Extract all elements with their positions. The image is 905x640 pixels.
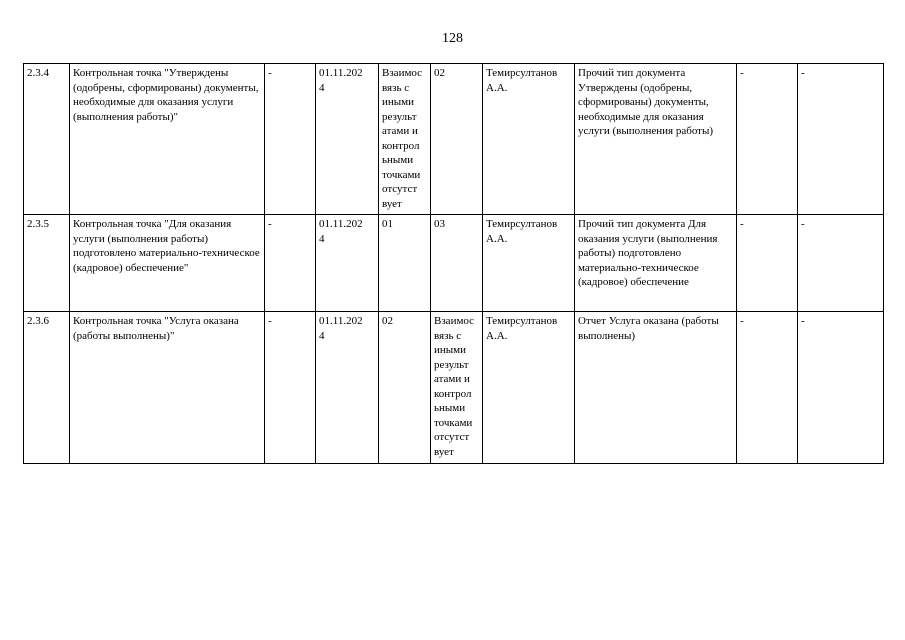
row-number: 2.3.6: [24, 312, 70, 464]
predecessor-cell: 01: [379, 215, 431, 312]
successor-cell: 02: [431, 64, 483, 215]
control-point-name: Контрольная точка "Услуга оказана (работы выполнены)": [70, 312, 265, 464]
cell-dash: -: [798, 215, 884, 312]
cell-dash: -: [265, 312, 316, 464]
cell-dash: -: [798, 312, 884, 464]
deadline-date: 01.11.202 4: [316, 215, 379, 312]
control-point-name: Контрольная точка "Для оказания услуги (выполнения работы) подготовлено материально-техническое (кадровое) обеспечение": [70, 215, 265, 312]
predecessor-cell: Взаимос вязь с иными результ атами и контрол ьными точками отсутст вует: [379, 64, 431, 215]
predecessor-cell: 02: [379, 312, 431, 464]
cell-dash: -: [737, 312, 798, 464]
cell-dash: -: [265, 64, 316, 215]
cell-dash: -: [798, 64, 884, 215]
successor-cell: 03: [431, 215, 483, 312]
document-type: Прочий тип документа Для оказания услуги (выполнения работы) подготовлено материально-техническое (кадровое) обеспечение: [575, 215, 737, 312]
table-row: [24, 215, 884, 312]
responsible-person: Темирсултанов А.А.: [483, 312, 575, 464]
deadline-date: 01.11.202 4: [316, 312, 379, 464]
document-type: Отчет Услуга оказана (работы выполнены): [575, 312, 737, 464]
responsible-person: Темирсултанов А.А.: [483, 64, 575, 215]
responsible-person: Темирсултанов А.А.: [483, 215, 575, 312]
row-number: 2.3.5: [24, 215, 70, 312]
document-type: Прочий тип документа Утверждены (одобрены, сформированы) документы, необходимые для оказания услуги (выполнения работы): [575, 64, 737, 215]
deadline-date: 01.11.202 4: [316, 64, 379, 215]
cell-dash: -: [737, 215, 798, 312]
table-row: [24, 312, 884, 464]
table-row: [24, 64, 884, 215]
cell-dash: -: [265, 215, 316, 312]
successor-cell: Взаимос вязь с иными результ атами и контрол ьными точками отсутст вует: [431, 312, 483, 464]
control-point-name: Контрольная точка "Утверждены (одобрены, сформированы) документы, необходимые для оказания услуги (выполнения работы)": [70, 64, 265, 215]
control-points-table: [23, 63, 884, 464]
row-number: 2.3.4: [24, 64, 70, 215]
cell-dash: -: [737, 64, 798, 215]
page-number: 128: [442, 31, 463, 46]
